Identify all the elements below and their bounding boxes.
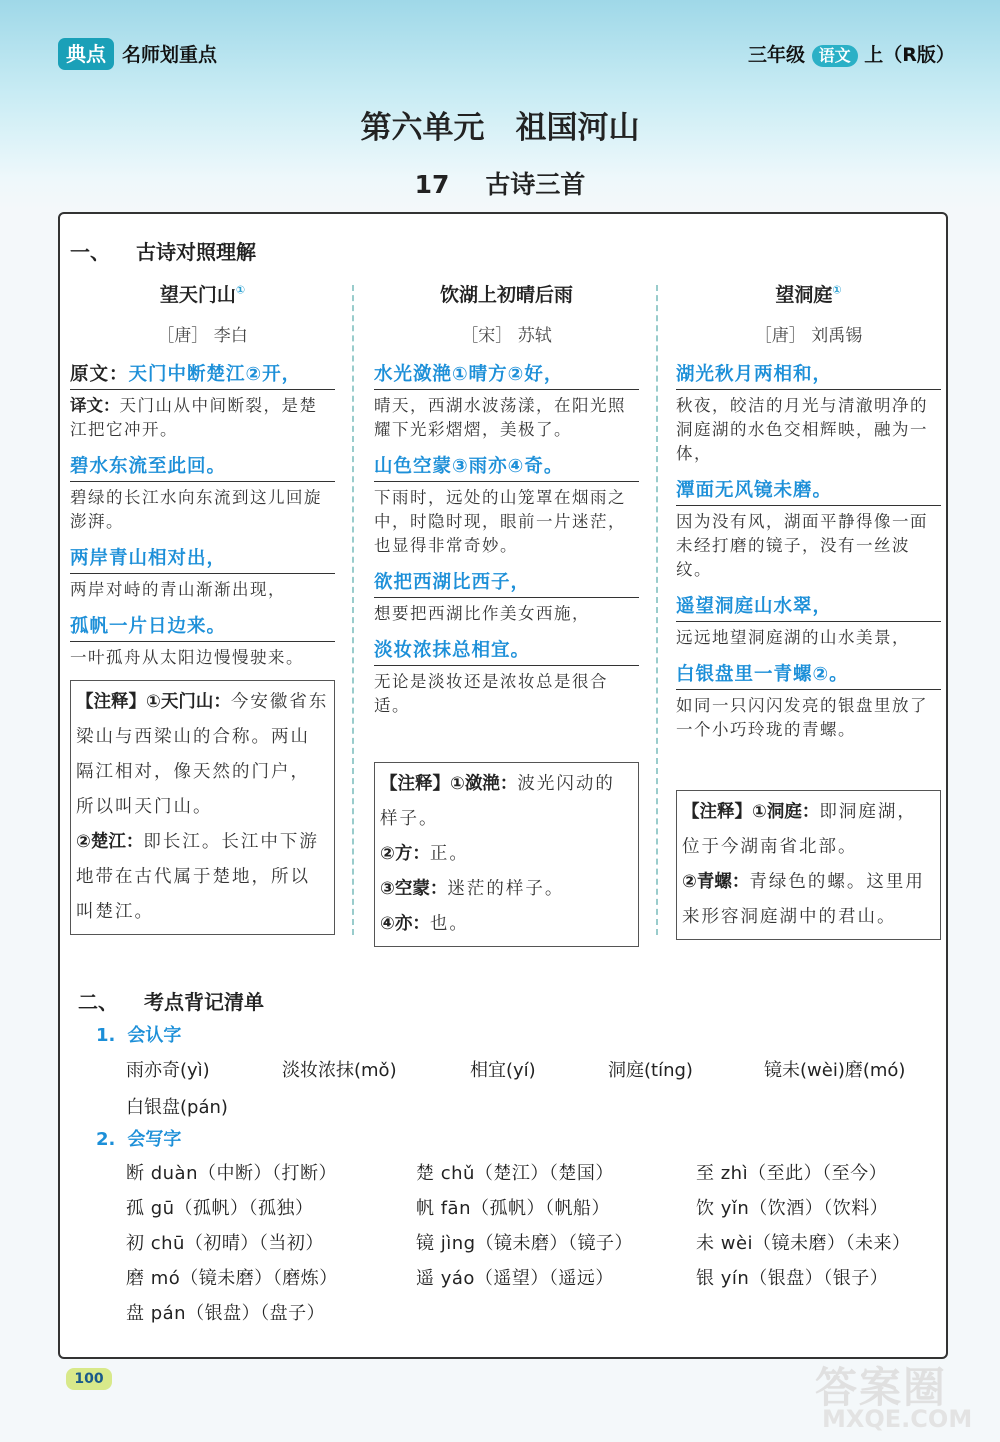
recognize-word: 镜未(wèi)磨(mó) (764, 1060, 906, 1081)
subject-badge: 语文 (812, 45, 858, 67)
poem-line: 遥望洞庭山水翠， (676, 592, 941, 622)
poem-line: 欲把西湖比西子， (374, 568, 639, 598)
section-1-title: 古诗对照理解 (136, 240, 256, 264)
annotation-box: 【注释】①天门山：今安徽省东梁山与西梁山的合称。两山隔江相对，像天然的门户，所以叫天门山。 ②楚江：即长江。长江中下游地带在古代属于楚地，所以叫楚江。 (70, 680, 335, 935)
poem-translation: 因为没有风，湖面平静得像一面未经打磨的镜子，没有一丝波纹。 (676, 512, 928, 579)
poem-translation: 碧绿的长江水向东流到这儿回旋澎湃。 (70, 488, 322, 531)
section-1-number: 一、 (70, 240, 110, 264)
poem-translation: 想要把西湖比作美女西施， (374, 604, 590, 623)
poem-line: 碧水东流至此回。 (70, 452, 335, 482)
column-divider (352, 285, 354, 935)
poem-column-2 (374, 280, 639, 947)
lesson-number: 17 (414, 170, 450, 199)
recognize-word: 淡妆浓抹(mǒ) (282, 1060, 397, 1081)
poem-line: 淡妆浓抹总相宜。 (374, 636, 639, 666)
lesson-title (0, 165, 1000, 201)
poem-line: 孤帆一片日边来。 (70, 612, 335, 642)
section-2-number: 二、 (78, 990, 118, 1014)
poem-translation: 秋夜，皎洁的月光与清澈明净的洞庭湖的水色交相辉映，融为一体， (676, 396, 928, 463)
watermark: 答案圈 (815, 1363, 948, 1412)
recognize-word: 相宜(yí) (470, 1060, 536, 1081)
write-word: 至 zhì（至此）（至今） (696, 1163, 888, 1184)
write-word: 饮 yǐn（饮酒）（饮料） (696, 1198, 889, 1219)
edition-label: 上（R版） (864, 44, 955, 66)
poem-translation: 译文：天门山从中间断裂，是楚江把它冲开。 (70, 396, 318, 439)
subheading-write: 2. 会写字 (96, 1129, 182, 1150)
subheading-recognize: 1. 会认字 (96, 1025, 182, 1046)
write-word: 孤 gū（孤帆）（孤独） (126, 1198, 314, 1219)
recognize-word: 洞庭(tíng) (608, 1060, 693, 1081)
grade-label: 三年级 (748, 44, 806, 66)
poem-author: ［唐］ 李白 (157, 326, 248, 346)
poem-line: 湖光秋月两相和， (676, 360, 941, 390)
annotation-box: 【注释】①潋滟：波光闪动的样子。 ②方：正。 ③空蒙：迷茫的样子。 ④亦：也。 (374, 762, 639, 947)
series-name: 名师划重点 (122, 44, 218, 66)
poem-title: 望洞庭① (775, 283, 842, 306)
grade-subject (748, 40, 955, 67)
poem-line: 白银盘里一青螺②。 (676, 660, 941, 690)
page-number: 100 (66, 1368, 112, 1390)
recognize-word: 白银盘(pán) (126, 1097, 228, 1118)
poem-translation: 远远地望洞庭湖的山水美景， (676, 628, 910, 647)
write-word: 未 wèi（镜未磨）（未来） (696, 1233, 911, 1254)
poem-line: 潭面无风镜未磨。 (676, 476, 941, 506)
poem-line: 水光潋滟①晴方②好， (374, 360, 639, 390)
watermark-url: MXQE.COM (822, 1405, 973, 1433)
section-heading-2 (78, 986, 264, 1015)
write-word: 磨 mó（镜未磨）（磨炼） (126, 1268, 338, 1289)
write-word: 断 duàn（中断）（打断） (126, 1163, 337, 1184)
section-heading-1 (70, 236, 256, 265)
poem-translation: 两岸对峙的青山渐渐出现， (70, 580, 286, 599)
poem-translation: 一叶孤舟从太阳边慢慢驶来。 (70, 648, 304, 667)
poem-translation: 晴天，西湖水波荡漾，在阳光照耀下光彩熠熠，美极了。 (374, 396, 626, 439)
write-word: 帆 fān（孤帆）（帆船） (416, 1198, 610, 1219)
poem-line: 两岸青山相对出， (70, 544, 335, 574)
poem-title: 饮湖上初晴后雨 (439, 284, 573, 306)
unit-title: 第六单元 祖国河山 (360, 110, 640, 146)
write-word: 遥 yáo（遥望）（遥远） (416, 1268, 614, 1289)
annotation-box: 【注释】①洞庭：即洞庭湖，位于今湖南省北部。 ②青螺：青绿色的螺。这里用来形容洞庭湖中的君山。 (676, 790, 941, 940)
section-2-title: 考点背记清单 (144, 990, 264, 1014)
lesson-name: 古诗三首 (485, 170, 586, 199)
poem-author: ［唐］ 刘禹锡 (754, 326, 863, 346)
column-divider (656, 285, 658, 935)
poem-line: 原文：天门中断楚江②开， (70, 360, 335, 390)
write-word: 楚 chǔ（楚江）（楚国） (416, 1163, 614, 1184)
poem-line: 山色空蒙③雨亦④奇。 (374, 452, 639, 482)
write-word: 银 yín（银盘）（银子） (696, 1268, 889, 1289)
poem-title: 望天门山① (159, 283, 246, 306)
poem-translation: 无论是淡妆还是浓妆总是很合适。 (374, 672, 608, 715)
recognize-word: 雨亦奇(yì) (126, 1060, 210, 1081)
poem-author: ［宋］ 苏轼 (461, 326, 552, 346)
write-word: 镜 jìng（镜未磨）（镜子） (416, 1233, 634, 1254)
poem-column-3 (676, 280, 941, 940)
poem-translation: 如同一只闪闪发亮的银盘里放了一个小巧玲珑的青螺。 (676, 696, 928, 739)
poem-translation: 下雨时，远处的山笼罩在烟雨之中，时隐时现，眼前一片迷茫，也显得非常奇妙。 (374, 488, 626, 555)
brand-logo: 典点 (58, 38, 114, 70)
write-word: 盘 pán（银盘）（盘子） (126, 1303, 326, 1324)
write-word: 初 chū（初晴）（当初） (126, 1233, 324, 1254)
poem-column-1 (70, 280, 335, 935)
